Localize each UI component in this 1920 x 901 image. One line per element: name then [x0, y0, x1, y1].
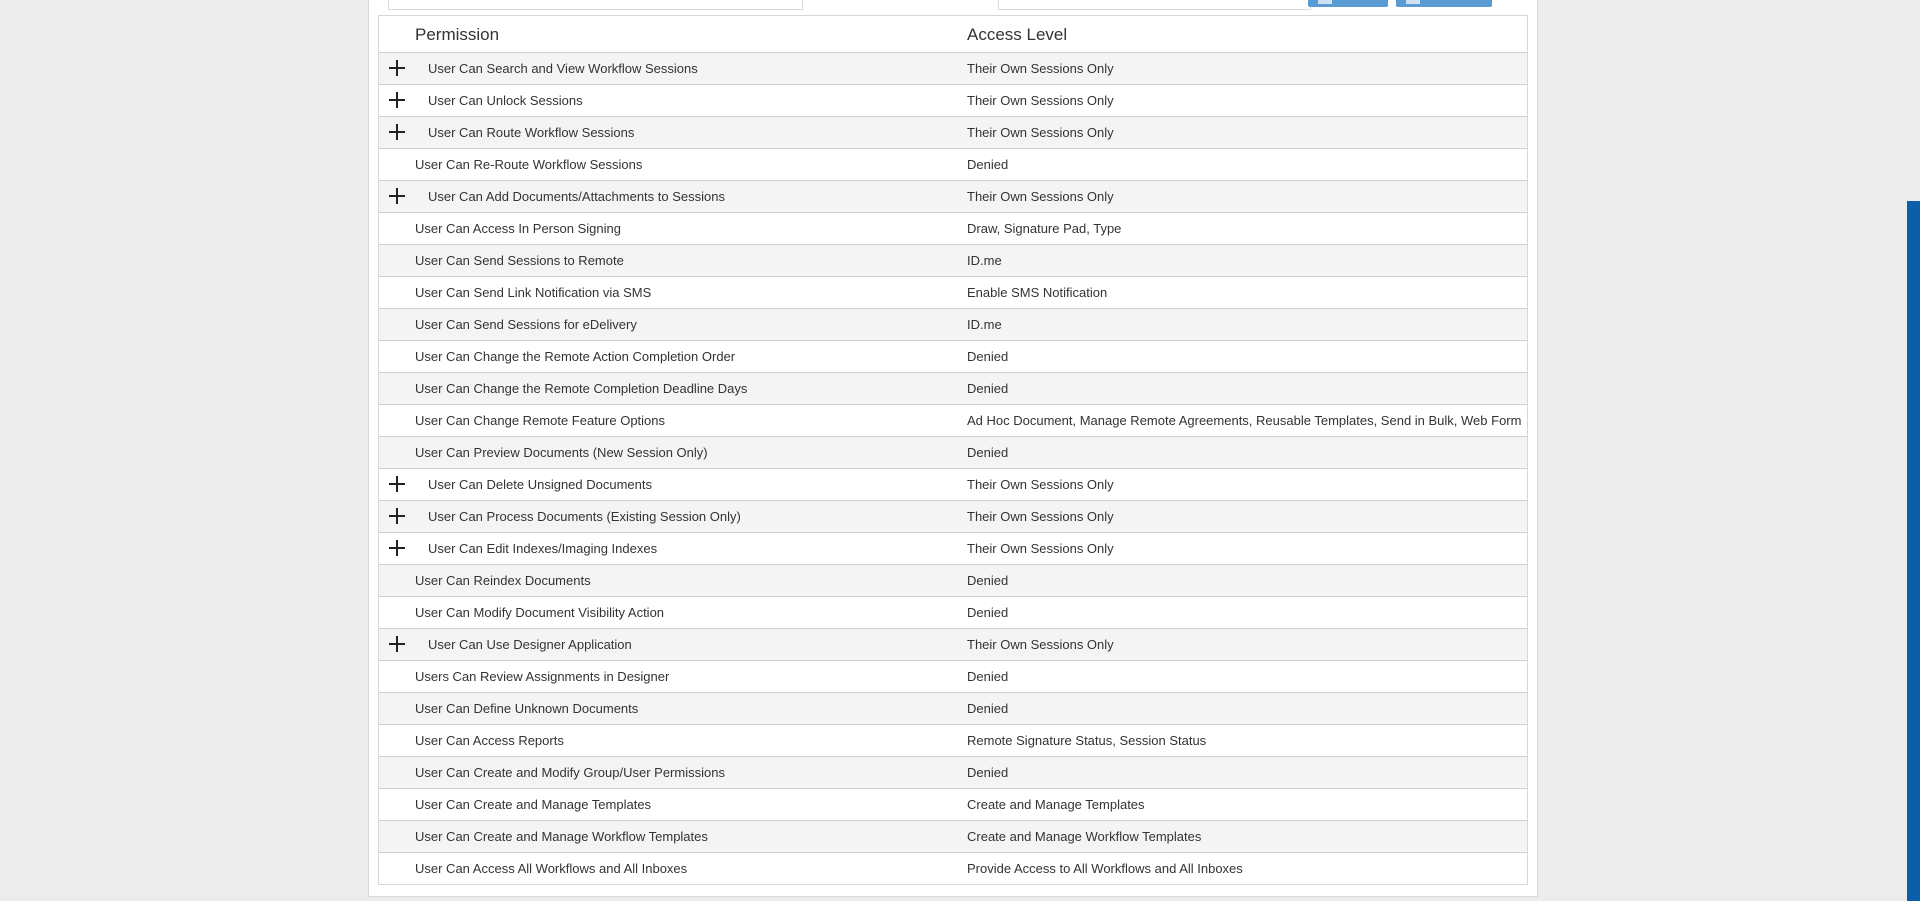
permission-name: User Can Access Reports: [415, 733, 564, 748]
table-header: [379, 16, 1527, 53]
permission-name: User Can Access All Workflows and All Inboxes: [415, 861, 688, 876]
access-level-value: Draw, Signature Pad, Type: [967, 221, 1122, 236]
permission-name: User Can Re-Route Workflow Sessions: [415, 157, 643, 172]
toolbar-button-2[interactable]: [1396, 0, 1492, 7]
table-row[interactable]: [379, 853, 1527, 884]
permission-name: User Can Send Sessions for eDelivery: [415, 317, 637, 332]
plus-icon[interactable]: [389, 540, 405, 556]
table-row[interactable]: [379, 437, 1527, 469]
scrollbar[interactable]: [1907, 201, 1920, 901]
permission-name: User Can Access In Person Signing: [415, 221, 621, 236]
access-level-value: Denied: [967, 765, 1009, 780]
permission-name: User Can Process Documents (Existing Session Only): [428, 509, 741, 524]
permission-name: User Can Change Remote Feature Options: [415, 413, 666, 428]
table-row[interactable]: [379, 565, 1527, 597]
access-level-value: Denied: [967, 573, 1009, 588]
table-body: [379, 53, 1527, 884]
table-row[interactable]: [379, 757, 1527, 789]
table-row[interactable]: [379, 117, 1527, 149]
access-level-value: Their Own Sessions Only: [967, 189, 1114, 204]
table-row[interactable]: [379, 789, 1527, 821]
table-row[interactable]: [379, 149, 1527, 181]
table-row[interactable]: [379, 341, 1527, 373]
button-icon: [1318, 0, 1332, 4]
permission-name: User Can Add Documents/Attachments to Sessions: [428, 189, 725, 204]
permission-name: User Can Create and Manage Workflow Templates: [415, 829, 708, 844]
access-level-value: ID.me: [967, 253, 1002, 268]
top-left-field[interactable]: [388, 0, 803, 10]
plus-icon[interactable]: [389, 476, 405, 492]
table-row[interactable]: [379, 501, 1527, 533]
permission-name: User Can Edit Indexes/Imaging Indexes: [428, 541, 658, 556]
table-row[interactable]: [379, 181, 1527, 213]
plus-icon[interactable]: [389, 188, 405, 204]
access-level-value: Their Own Sessions Only: [967, 541, 1114, 556]
permission-name: User Can Send Sessions to Remote: [415, 253, 624, 268]
plus-icon[interactable]: [389, 636, 405, 652]
permission-name: User Can Send Link Notification via SMS: [415, 285, 652, 300]
plus-icon[interactable]: [389, 92, 405, 108]
access-level-value: Denied: [967, 445, 1009, 460]
access-level-value: Create and Manage Templates: [967, 797, 1145, 812]
table-row[interactable]: [379, 469, 1527, 501]
header-permission: Permission: [415, 25, 500, 44]
permission-name: Users Can Review Assignments in Designer: [415, 669, 670, 684]
table-row[interactable]: [379, 629, 1527, 661]
access-level-value: ID.me: [967, 317, 1002, 332]
access-level-value: Denied: [967, 605, 1009, 620]
access-level-value: Create and Manage Workflow Templates: [967, 829, 1202, 844]
permission-name: User Can Search and View Workflow Sessions: [428, 61, 698, 76]
access-level-value: Remote Signature Status, Session Status: [967, 733, 1207, 748]
table-row[interactable]: [379, 533, 1527, 565]
button-icon: [1406, 0, 1420, 4]
access-level-value: Denied: [967, 157, 1009, 172]
permission-name: User Can Change the Remote Completion Deadline Days: [415, 381, 748, 396]
permission-name: User Can Route Workflow Sessions: [428, 125, 635, 140]
table-row[interactable]: [379, 277, 1527, 309]
plus-icon[interactable]: [389, 60, 405, 76]
permission-name: User Can Change the Remote Action Completion Order: [415, 349, 736, 364]
table-row[interactable]: [379, 213, 1527, 245]
table-row[interactable]: [379, 821, 1527, 853]
table-row[interactable]: [379, 373, 1527, 405]
toolbar-button-1[interactable]: [1308, 0, 1388, 7]
access-level-value: Provide Access to All Workflows and All Inboxes: [967, 861, 1243, 876]
access-level-value: Their Own Sessions Only: [967, 125, 1114, 140]
access-level-value: Denied: [967, 669, 1009, 684]
table-row[interactable]: [379, 309, 1527, 341]
permission-name: User Can Unlock Sessions: [428, 93, 583, 108]
table-row[interactable]: [379, 405, 1527, 437]
top-spacer: [802, 0, 998, 9]
plus-icon[interactable]: [389, 508, 405, 524]
access-level-value: Their Own Sessions Only: [967, 61, 1114, 76]
table-row[interactable]: [379, 693, 1527, 725]
access-level-value: Their Own Sessions Only: [967, 637, 1114, 652]
table-row[interactable]: [379, 597, 1527, 629]
table-row[interactable]: [379, 53, 1527, 85]
access-level-value: Denied: [967, 701, 1009, 716]
top-right-field[interactable]: [998, 0, 1311, 10]
permission-name: User Can Define Unknown Documents: [415, 701, 639, 716]
access-level-value: Denied: [967, 349, 1009, 364]
access-level-value: Ad Hoc Document, Manage Remote Agreements, Reusable Templates, Send in Bulk, Web Form: [967, 413, 1522, 428]
table-row[interactable]: [379, 725, 1527, 757]
table-row[interactable]: [379, 661, 1527, 693]
permission-name: User Can Use Designer Application: [428, 637, 632, 652]
access-level-value: Denied: [967, 381, 1009, 396]
plus-icon[interactable]: [389, 124, 405, 140]
access-level-value: Their Own Sessions Only: [967, 509, 1114, 524]
permissions-table: [378, 15, 1528, 885]
permission-name: User Can Reindex Documents: [415, 573, 591, 588]
table-row[interactable]: [379, 245, 1527, 277]
access-level-value: Their Own Sessions Only: [967, 93, 1114, 108]
permission-name: User Can Delete Unsigned Documents: [428, 477, 652, 492]
permission-name: User Can Create and Modify Group/User Permissions: [415, 765, 725, 780]
table-row[interactable]: [379, 85, 1527, 117]
access-level-value: Enable SMS Notification: [967, 285, 1108, 300]
access-level-value: Their Own Sessions Only: [967, 477, 1114, 492]
permission-name: User Can Create and Manage Templates: [415, 797, 652, 812]
permission-name: User Can Preview Documents (New Session Only): [415, 445, 708, 460]
header-access-level: Access Level: [967, 25, 1068, 44]
permission-name: User Can Modify Document Visibility Action: [415, 605, 665, 620]
